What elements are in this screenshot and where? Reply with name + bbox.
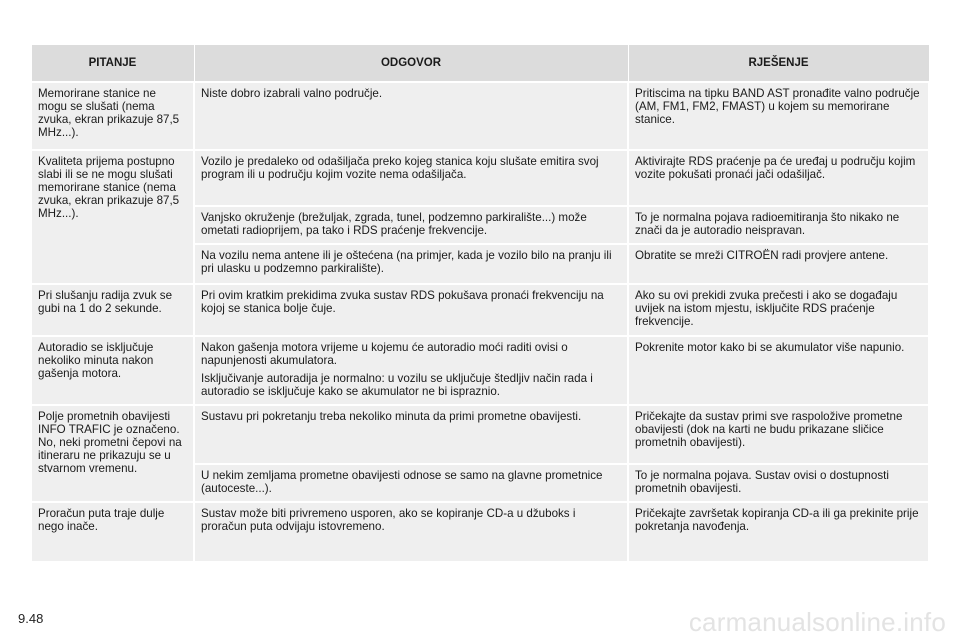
answer-paragraph: Isključivanje autoradija je normalno: u vozilu se uključuje štedljiv način rada i autoradio se isključuje kako se akumulator ne bi ispraznio.: [201, 372, 593, 398]
table-header-row: [31, 45, 929, 83]
answer-paragraph: Niste dobro izabrali valno područje.: [201, 87, 383, 100]
answer-cell: [194, 464, 628, 502]
question-cell: Polje prometnih obavijesti INFO TRAFIC je označeno. No, neki prometni čepovi na itineraru ne prikazuju se u stvarnom vremenu.: [31, 405, 194, 502]
answer-paragraph: Sustavu pri pokretanju treba nekoliko minuta da primi prometne obavijesti.: [201, 410, 582, 423]
table-row: [31, 336, 929, 405]
solution-cell: To je normalna pojava. Sustav ovisi o dostupnosti prometnih obavijesti.: [628, 464, 929, 502]
question-cell: Memorirane stanice ne mogu se slušati (nema zvuka, ekran prikazuje 87,5 MHz...).: [31, 82, 194, 150]
solution-cell: Aktivirajte RDS praćenje pa će uređaj u području kojim vozite pokušati pronaći jači odašiljač.: [628, 150, 929, 206]
answer-cell: [194, 82, 628, 150]
answer-cell: [194, 150, 628, 206]
answer-paragraph: Vozilo je predaleko od odašiljača preko kojeg stanica koju slušate emitira svoj program ili u području kojim vozite nema odašiljača.: [201, 155, 599, 181]
page-number: 9.48: [18, 611, 44, 626]
question-cell: Proračun puta traje dulje nego inače.: [31, 502, 194, 562]
answer-cell: [194, 206, 628, 244]
table-body: [31, 82, 929, 562]
answer-paragraph: Na vozilu nema antene ili je oštećena (na primjer, kada je vozilo bilo na pranju ili pri ulasku u podzemno parkiralište).: [201, 249, 612, 275]
question-cell: Autoradio se isključuje nekoliko minuta nakon gašenja motora.: [31, 336, 194, 405]
answer-paragraph: Nakon gašenja motora vrijeme u kojemu će autoradio moći raditi ovisi o napunjenosti akumulatora.: [201, 341, 568, 367]
header-question: PITANJE: [31, 45, 194, 83]
table-row: [31, 502, 929, 562]
answer-paragraph: U nekim zemljama prometne obavijesti odnose se samo na glavne prometnice (autoceste...).: [201, 469, 603, 495]
table-row: [31, 150, 929, 206]
table-row: [31, 284, 929, 336]
solution-cell: Pričekajte završetak kopiranja CD-a ili ga prekinite prije pokretanja navođenja.: [628, 502, 929, 562]
answer-cell: [194, 244, 628, 284]
table-row: [31, 82, 929, 150]
question-cell: Kvaliteta prijema postupno slabi ili se ne mogu slušati memorirane stanice (nema zvuka, ekran prikazuje 87,5 MHz...).: [31, 150, 194, 284]
answer-paragraph: Pri ovim kratkim prekidima zvuka sustav RDS pokušava pronaći frekvenciju na kojoj se stanica bolje čuje.: [201, 289, 604, 315]
solution-cell: To je normalna pojava radioemitiranja što nikako ne znači da je autoradio neispravan.: [628, 206, 929, 244]
troubleshooting-table: [30, 44, 930, 563]
answer-cell: [194, 336, 628, 405]
solution-cell: Obratite se mreži CITROËN radi provjere antene.: [628, 244, 929, 284]
solution-cell: Pokrenite motor kako bi se akumulator više napunio.: [628, 336, 929, 405]
watermark: carmanualsonline.info: [688, 607, 946, 637]
question-cell: Pri slušanju radija zvuk se gubi na 1 do 2 sekunde.: [31, 284, 194, 336]
table-row: [31, 405, 929, 464]
header-answer: ODGOVOR: [194, 45, 628, 83]
header-solution: RJEŠENJE: [628, 45, 929, 83]
solution-cell: Ako su ovi prekidi zvuka prečesti i ako se događaju uvijek na istom mjestu, isključite RDS praćenje frekvencije.: [628, 284, 929, 336]
answer-cell: [194, 405, 628, 464]
answer-cell: [194, 284, 628, 336]
answer-paragraph: Sustav može biti privremeno usporen, ako se kopiranje CD-a u džuboks i proračun puta odvijaju istovremeno.: [201, 507, 576, 533]
answer-cell: [194, 502, 628, 562]
answer-paragraph: Vanjsko okruženje (brežuljak, zgrada, tunel, podzemno parkiralište...) može ometati radioprijem, pa tako i RDS praćenje frekvencije.: [201, 211, 587, 237]
solution-cell: Pritiscima na tipku BAND AST pronađite valno područje (AM, FM1, FM2, FMAST) u kojem su memorirane stanice.: [628, 82, 929, 150]
solution-cell: Pričekajte da sustav primi sve raspoložive prometne obavijesti (dok na karti ne budu prikazane sličice prometnih obavijesti).: [628, 405, 929, 464]
